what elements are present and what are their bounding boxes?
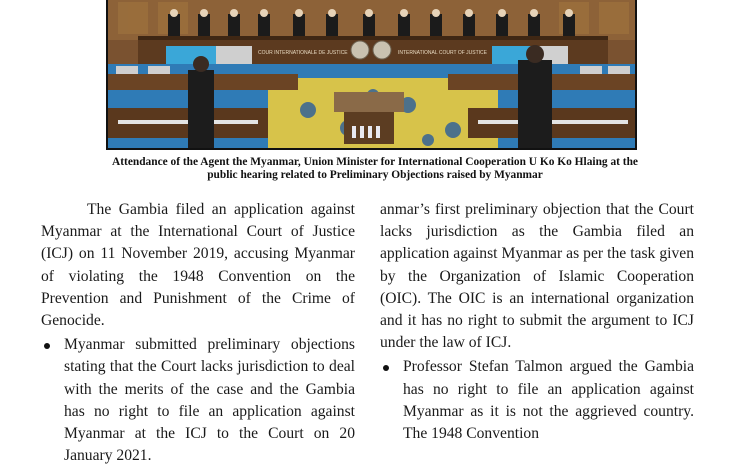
bullet-preliminary-objections: Myanmar submitted preliminary objections stating that the Court lacks jurisdiction to deal with the merits of the case and the Gambia has no right to file an application against Myanmar at the ICJ to the Court on 20 January 2021.	[41, 334, 355, 467]
left-column	[41, 199, 355, 467]
bullet-talmon-argument: Professor Stefan Talmon argued the Gambia has no right to file an application against Myanmar as it is not the aggrieved country. The 1948 Convention	[380, 356, 694, 445]
photo-caption	[60, 156, 690, 182]
bench-text-left: COUR INTERNATIONALE DE JUSTICE	[258, 50, 348, 56]
continuation-paragraph: anmar’s first preliminary objection that the Court lacks jurisdiction as the Gambia filed an application against Myanmar as per the task given by the Organization of Islamic Cooperation (OIC). The OIC is an international organization and it has no right to submit the argument to ICJ under the law of ICJ.	[380, 201, 694, 352]
courtroom-photo	[106, 0, 637, 150]
right-column	[380, 199, 694, 445]
bench-text-right: INTERNATIONAL COURT OF JUSTICE	[398, 50, 487, 56]
intro-paragraph: The Gambia filed an application against Myanmar at the International Court of Justice (ICJ) on 11 November 2019, accusing Myanmar of violating the 1948 Convention on the Prevention and Punishment of the Crime of Genocide.	[41, 201, 355, 330]
caption-line-1: Attendance of the Agent the Myanmar, Union Minister for International Cooperation U Ko Ko Hlaing at the	[112, 156, 638, 168]
caption-line-2: public hearing related to Preliminary Objections raised by Myanmar	[207, 169, 543, 181]
